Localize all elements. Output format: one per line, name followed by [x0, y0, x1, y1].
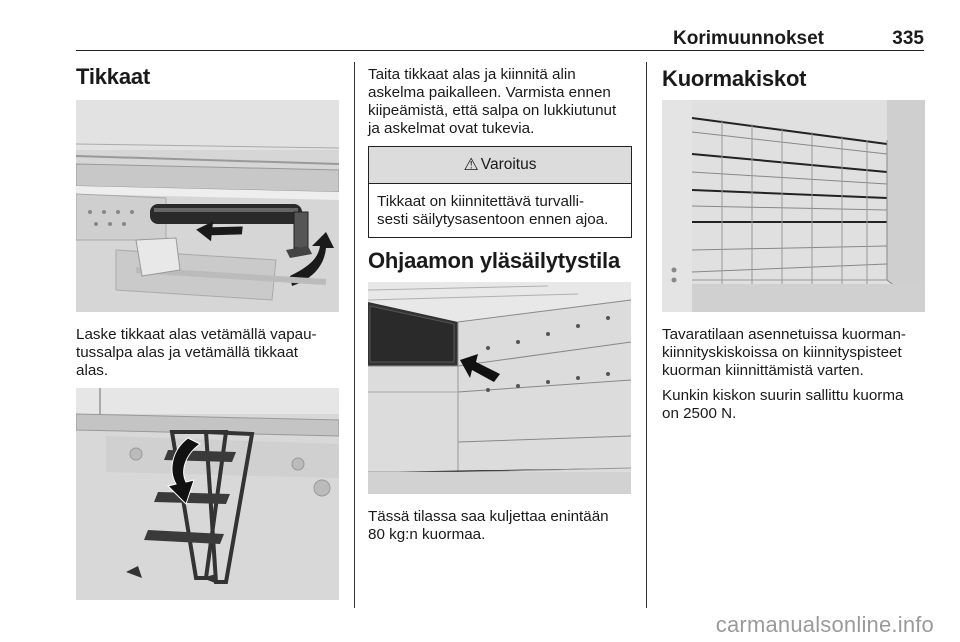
overhead-storage-caption: Tässä tilassa saa kuljettaa enintään 80 kg:n kuormaa. [368, 508, 609, 543]
load-rails-illustration [662, 100, 925, 312]
page-header [76, 26, 924, 51]
warning-body: Tikkaat on kiinnitettävä turvalli- sesti säilytysasentoon ennen ajoa. [377, 193, 609, 228]
watermark: carmanualsonline.info [715, 612, 934, 637]
ladder-latch-illustration [76, 100, 339, 312]
warning-box [368, 146, 632, 238]
page-number: 335 [892, 28, 924, 49]
column-divider-2 [646, 62, 647, 608]
section-heading-tikkaat-block [76, 64, 340, 90]
section-heading-kuormakiskot: Kuormakiskot [662, 66, 807, 91]
load-rails-text-2: Kunkin kiskon suurin sallittu kuorma on 2500 N. [662, 387, 904, 422]
column-divider-1 [354, 62, 355, 608]
warning-title: Varoitus [480, 156, 537, 173]
section-heading-tikkaat: Tikkaat [76, 64, 151, 89]
ladder-caption-1: Laske tikkaat alas vetämällä vapau- tussalpa alas ja vetämällä tikkaat alas. [76, 326, 317, 379]
load-rails-text-1: Tavaratilaan asennetuissa kuorman- kiinnityskiskoissa on kiinnityspisteet kuorman kiinnittämistä varten. [662, 326, 906, 379]
overhead-storage-illustration [368, 282, 631, 494]
warning-header [369, 147, 631, 184]
ladder-folded-down-illustration [76, 388, 339, 600]
warning-icon: ⚠ [463, 155, 479, 174]
ladder-instructions: Taita tikkaat alas ja kiinnitä alin askelma paikalleen. Varmista ennen kiipeämistä, että salpa on lukkiutunut ja askelmat ovat tukevia. [368, 66, 617, 137]
chapter-title: Korimuunnokset [673, 28, 824, 49]
section-heading-overhead-storage: Ohjaamon yläsäilytystila [368, 248, 620, 273]
